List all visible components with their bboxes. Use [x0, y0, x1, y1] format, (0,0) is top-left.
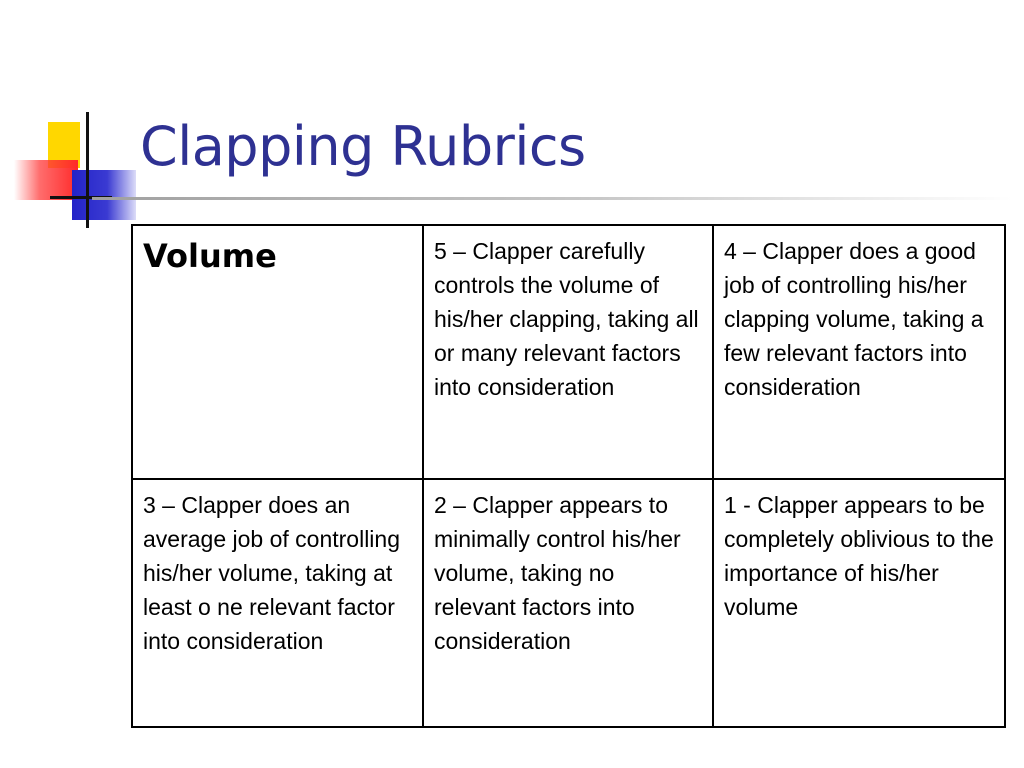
slide-title: Clapping Rubrics — [140, 115, 586, 178]
title-divider — [92, 197, 1012, 200]
slide-logo-decoration — [0, 0, 140, 240]
table-row — [132, 225, 1005, 479]
blue-square — [72, 170, 136, 220]
rubric-level-5: 5 – Clapper carefully controls the volume of his/her clapping, taking all or many relevant factors into consideration — [423, 225, 713, 479]
red-square — [14, 160, 78, 200]
rubric-level-3: 3 – Clapper does an average job of controlling his/her volume, taking at least o ne relevant factor into consideration — [132, 479, 423, 727]
rubric-table — [131, 224, 1006, 728]
rubric-level-1: 1 - Clapper appears to be completely oblivious to the importance of his/her volume — [713, 479, 1005, 727]
rubric-category-volume: Volume — [132, 225, 423, 479]
vertical-line — [86, 112, 89, 228]
table-row — [132, 479, 1005, 727]
rubric-level-4: 4 – Clapper does a good job of controlling his/her clapping volume, taking a few relevant factors into consideration — [713, 225, 1005, 479]
rubric-level-2: 2 – Clapper appears to minimally control his/her volume, taking no relevant factors into consideration — [423, 479, 713, 727]
